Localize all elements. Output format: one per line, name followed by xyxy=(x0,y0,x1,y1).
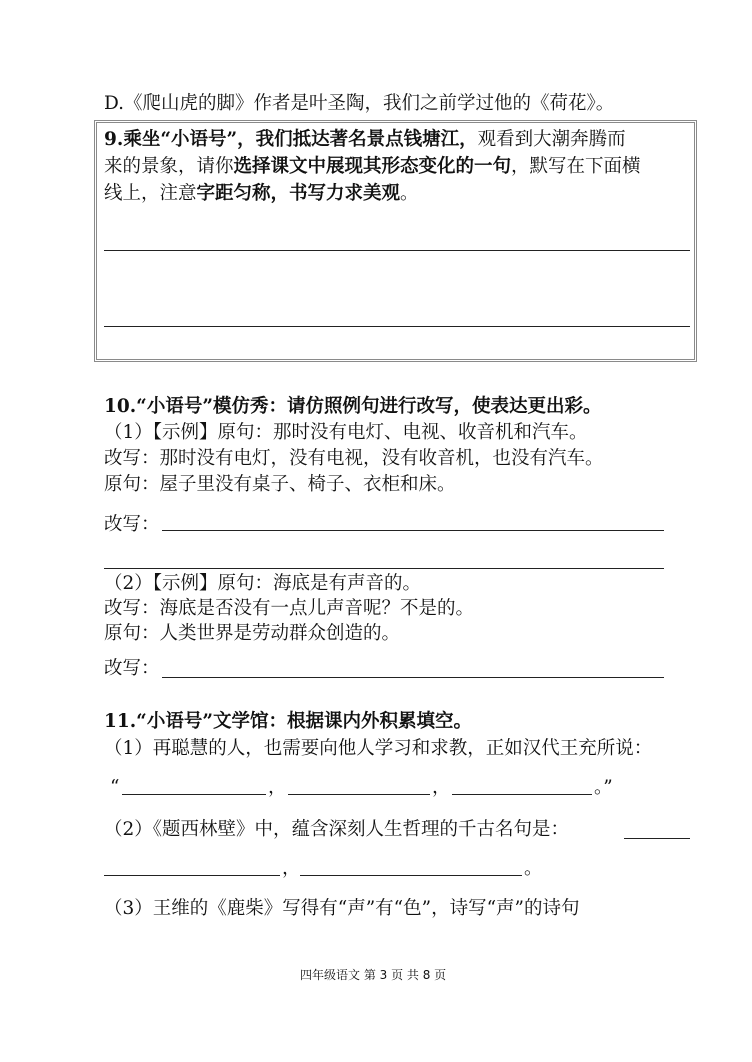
q11-p3: （3）王维的《鹿柴》写得有“声”有“色”，诗写“声”的诗句 xyxy=(104,898,580,919)
q10-p1-original: 原句：屋子里没有桌子、椅子、衣柜和床。 xyxy=(104,474,456,495)
q9-prompt-bold: 选择课文中展现其形态变化的一句 xyxy=(233,156,512,177)
q11-p1-comma-2: ， xyxy=(432,777,451,798)
q11-p1-blank-3[interactable] xyxy=(452,794,592,795)
q9-answer-line-2[interactable] xyxy=(104,326,690,327)
q9-prompt-text: ，默写在下面横 xyxy=(511,156,641,177)
q9-prompt-text: 观看到大潮奔腾而 xyxy=(477,129,626,150)
q11-p2-blank-2[interactable] xyxy=(104,875,280,876)
q11-p2-comma: ， xyxy=(282,858,301,879)
q10-title: 10.“小语号”模仿秀：请仿照例句进行改写，使表达更出彩。 xyxy=(104,396,602,417)
q9-prompt-text: 来的景象，请你 xyxy=(104,156,234,177)
q9-prompt-text: 线上，注意 xyxy=(104,183,197,204)
q10-p2-rewrite: 改写：海底是否没有一点儿声音呢？不是的。 xyxy=(104,598,475,619)
q11-p1-blank-1[interactable] xyxy=(122,794,266,795)
q10-p2-answer-line[interactable] xyxy=(162,677,664,678)
q10-p1-answer-line-1[interactable] xyxy=(162,530,664,531)
q9-line-1 xyxy=(104,128,626,152)
q10-p1-answer-label: 改写： xyxy=(104,514,160,535)
q11-p2-end: 。 xyxy=(524,858,543,879)
q11-p2-blank-3[interactable] xyxy=(300,875,522,876)
q11-p2: （2）《题西林壁》中，蕴含深刻人生哲理的千古名句是： xyxy=(104,819,570,840)
q11-p1-blank-2[interactable] xyxy=(288,794,430,795)
q11-p2-blank-1[interactable] xyxy=(624,838,690,839)
q10-p2-answer-label: 改写： xyxy=(104,658,160,679)
q8-option-d: D.《爬山虎的脚》作者是叶圣陶，我们之前学过他的《荷花》。 xyxy=(104,93,615,114)
q11-p1-end: 。” xyxy=(594,777,613,798)
q11-p1-open-quote: “ xyxy=(110,777,120,798)
q11-p1: （1）再聪慧的人，也需要向他人学习和求教，正如汉代王充所说： xyxy=(104,738,653,759)
q9-prompt-bold: 9.乘坐“小语号”，我们抵达著名景点钱塘江， xyxy=(104,129,478,150)
q11-title: 11.“小语号”文学馆：根据课内外积累填空。 xyxy=(104,711,472,732)
q10-p1-answer-line-2[interactable] xyxy=(104,568,664,569)
q9-answer-line-1[interactable] xyxy=(104,250,690,251)
q9-line-2 xyxy=(104,155,641,179)
q10-p1-rewrite: 改写：那时没有电灯，没有电视，没有收音机，也没有汽车。 xyxy=(104,448,604,469)
q10-p1-example: （1）【示例】原句：那时没有电灯、电视、收音机和汽车。 xyxy=(104,422,588,443)
page-footer: 四年级语文 第 3 页 共 8 页 xyxy=(300,968,447,982)
q9-prompt-bold: 字距匀称，书写力求美观 xyxy=(196,183,401,204)
q9-line-3 xyxy=(104,182,419,206)
q10-p2-example: （2）【示例】原句：海底是有声音的。 xyxy=(104,573,422,594)
q10-p2-original: 原句：人类世界是劳动群众创造的。 xyxy=(104,623,401,644)
q9-prompt-text: 。 xyxy=(400,183,419,204)
q11-p1-comma-1: ， xyxy=(268,777,287,798)
